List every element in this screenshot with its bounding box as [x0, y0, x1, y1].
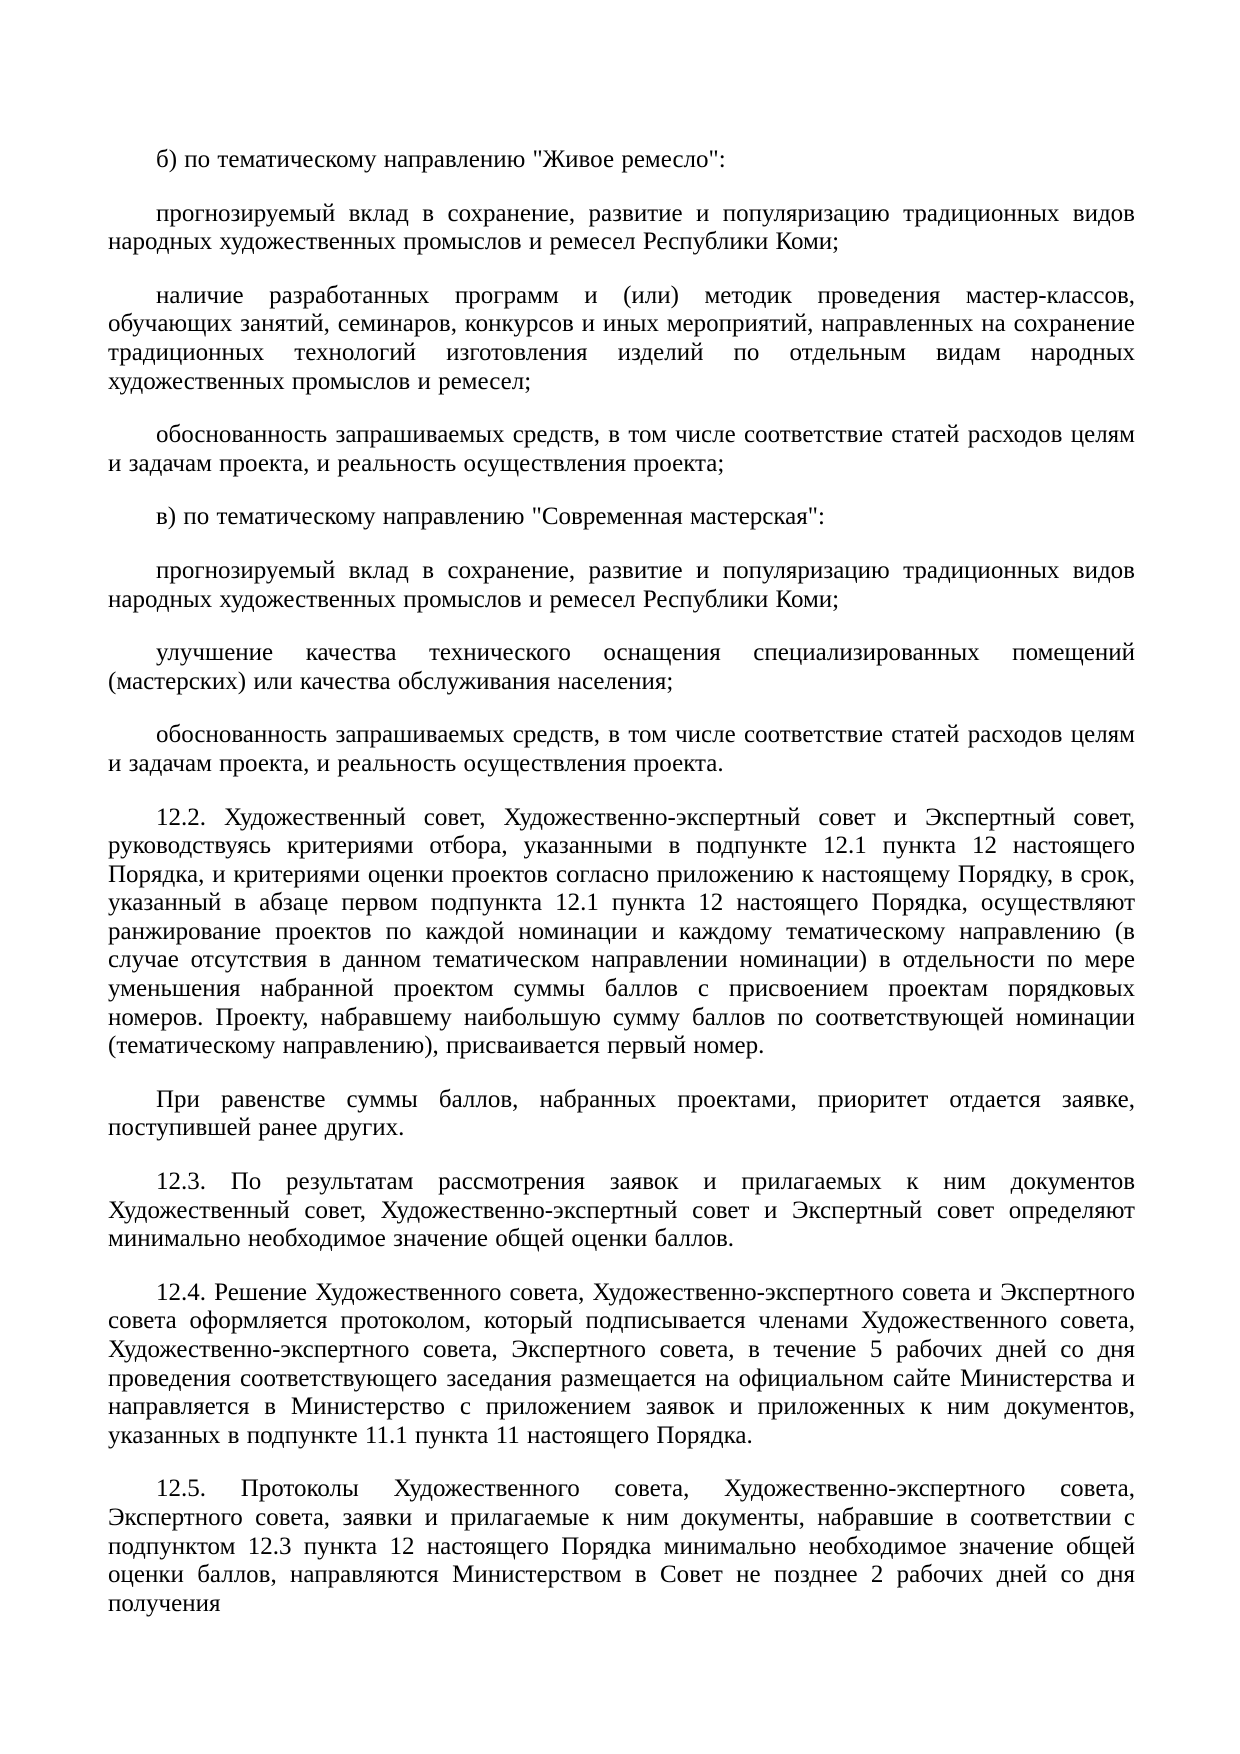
subitem-v-heading: в) по тематическому направлению "Современная мастерская":	[156, 503, 825, 531]
clause-12-2: 12.2. Художественный совет, Художественно-экспертный совет и Экспертный совет, руководствуясь критериями отбора, указанными в подпункте 12.1 пункта 12 настоящего Порядка, и критериями оценки проектов согласно приложению к настоящему Порядку, в срок, указанный в абзаце первом подпункта 12.1 пункта 12 настоящего Порядка, осуществляют ранжирование проектов по каждой номинации и каждому тематическому направлению (в случае отсутствия в данном тематическом направлении номинации) в отдельности по мере уменьшения набранной проектом суммы баллов с присвоением проектам порядковых номеров. Проекту, набравшему наибольшую сумму баллов по соответствующей номинации (тематическому направлению), присваивается первый номер.	[108, 803, 1135, 1060]
criterion-funds-justification-2: обоснованность запрашиваемых средств, в том числе соответствие статей расходов целям и задачам проекта, и реальность осуществления проекта.	[108, 721, 1135, 777]
clause-12-2-tiebreak: При равенстве суммы баллов, набранных проектами, приоритет отдается заявке, поступившей ранее других.	[108, 1085, 1135, 1142]
clause-12-4: 12.4. Решение Художественного совета, Художественно-экспертного совета и Экспертного совета оформляется протоколом, который подписывается членами Художественного совета, Художественно-экспертного совета, Экспертного совета, в течение 5 рабочих дней со дня проведения соответствующего заседания размещается на официальном сайте Министерства и направляется в Министерство с приложением заявок и приложенных к ним документов, указанных в подпункте 11.1 пункта 11 настоящего Порядка.	[108, 1278, 1135, 1449]
clause-12-3: 12.3. По результатам рассмотрения заявок и прилагаемых к ним документов Художественный совет, Художественно-экспертный совет и Экспертный совет определяют минимально необходимое значение общей оценки баллов.	[108, 1168, 1135, 1253]
subitem-b-heading: б) по тематическому направлению "Живое ремесло":	[156, 146, 726, 173]
clause-12-5: 12.5. Протоколы Художественного совета, Художественно-экспертного совета, Экспертного совета, заявки и прилагаемые к ним документы, набравшие в соответствии с подпунктом 12.3 пункта 12 настоящего Порядка минимально необходимое значение общей оценки баллов, направляются Министерством в Совет не позднее 2 рабочих дней со дня получения	[108, 1475, 1135, 1617]
criterion-programs: наличие разработанных программ и (или) методик проведения мастер-классов, обучающих занятий, семинаров, конкурсов и иных мероприятий, направленных на сохранение традиционных технологий изготовления изделий по отдельным видам народных художественных промыслов и ремесел;	[108, 281, 1135, 395]
criterion-funds-justification: обоснованность запрашиваемых средств, в том числе соответствие статей расходов целям и задачам проекта, и реальность осуществления проекта;	[108, 421, 1135, 477]
criterion-contribution-2: прогнозируемый вклад в сохранение, развитие и популяризацию традиционных видов народных художественных промыслов и ремесел Республики Коми;	[108, 556, 1135, 613]
criterion-equipment: улучшение качества технического оснащения специализированных помещений (мастерских) или качества обслуживания населения;	[108, 639, 1135, 695]
criterion-contribution: прогнозируемый вклад в сохранение, развитие и популяризацию традиционных видов народных художественных промыслов и ремесел Республики Коми;	[108, 199, 1135, 256]
